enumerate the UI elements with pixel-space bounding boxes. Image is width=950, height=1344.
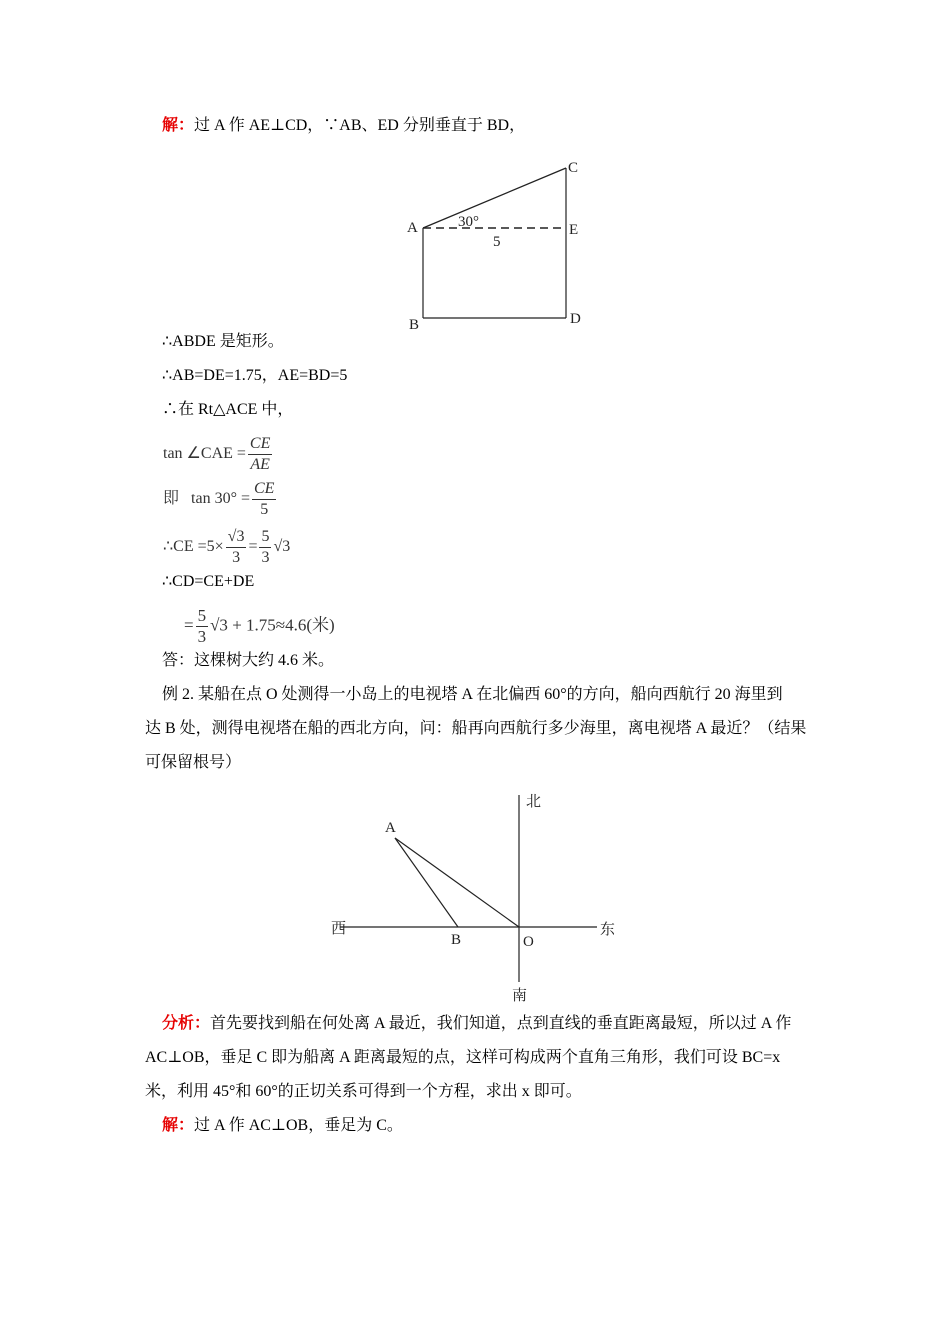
- solution2-line: [162, 1116, 403, 1136]
- label-a2: A: [385, 820, 396, 836]
- denominator: 5: [260, 501, 269, 518]
- denominator: 3: [261, 549, 270, 566]
- line-lengths: ∴AB=DE=1.75，AE=BD=5: [162, 367, 348, 384]
- eq-rest: + 1.75≈4.6(米): [232, 615, 335, 635]
- denominator: AE: [250, 456, 270, 473]
- equation-tan-cae: [163, 434, 274, 475]
- sqrt3: √3: [273, 538, 291, 556]
- equation-ce: [163, 527, 290, 568]
- numerator: 5: [197, 606, 207, 625]
- example2-line2: 达 B 处，测得电视塔在船的西北方向，问：船再向西航行多少海里，离电视塔 A 最近？（结果: [145, 720, 807, 737]
- label-south: 南: [512, 988, 528, 1004]
- eq-lhs: tan ∠CAE =: [163, 445, 246, 463]
- equals: =: [184, 615, 194, 635]
- analysis-text: 首先要找到船在何处离 A 最近，我们知道，点到直线的垂直距离最短，所以过 A 作: [210, 1015, 792, 1032]
- denominator: 3: [197, 627, 207, 646]
- solution-text: 过 A 作 AE⊥CD，∵AB、ED 分别垂直于 BD，: [194, 117, 526, 134]
- label-angle: 30°: [458, 214, 479, 230]
- solution-label: 解：: [162, 1117, 195, 1134]
- eq-lhs: ∴CE =5×: [163, 538, 224, 556]
- numerator: CE: [248, 434, 272, 455]
- answer-line: 答：这棵树大约 4.6 米。: [162, 652, 335, 669]
- solution-text: 过 A 作 AC⊥OB，垂足为 C。: [194, 1117, 403, 1134]
- analysis-label: 分析：: [162, 1015, 211, 1032]
- equals: =: [248, 538, 258, 556]
- equation-tan30: [163, 479, 278, 520]
- label-b2: B: [451, 932, 462, 948]
- label-c: C: [568, 160, 579, 176]
- ji-text: 即: [163, 490, 180, 508]
- label-d: D: [570, 311, 581, 327]
- solution-label: 解：: [162, 117, 195, 134]
- label-east: 东: [600, 922, 616, 938]
- sqrt3: √3: [210, 615, 228, 635]
- line-cd-sum: ∴CD=CE+DE: [162, 573, 255, 590]
- label-north: 北: [526, 794, 542, 810]
- label-a: A: [407, 220, 418, 236]
- line-ac: [423, 168, 566, 228]
- line-rectangle: ∴ABDE 是矩形。: [162, 333, 284, 350]
- line-ab2: [395, 838, 458, 927]
- label-b: B: [409, 317, 420, 333]
- equation-final: [184, 606, 335, 647]
- numerator: CE: [252, 479, 276, 500]
- line-ao: [395, 838, 519, 927]
- denominator: 3: [232, 549, 241, 566]
- analysis-line3: 米，利用 45°和 60°的正切关系可得到一个方程，求出 x 即可。: [145, 1083, 582, 1100]
- numerator: 5: [259, 527, 271, 548]
- analysis-line1: [162, 1014, 791, 1034]
- eq-lhs: tan 30° =: [191, 490, 250, 508]
- label-length: 5: [493, 234, 501, 250]
- label-west: 西: [331, 921, 347, 937]
- label-o: O: [523, 934, 534, 950]
- analysis-line2: AC⊥OB，垂足 C 即为船离 A 距离最短的点，这样可构成两个直角三角形，我们可设 BC=x: [145, 1049, 781, 1066]
- label-e: E: [569, 222, 579, 238]
- example2-line1: 例 2. 某船在点 O 处测得一小岛上的电视塔 A 在北偏西 60°的方向，船向西航行 20 海里到: [162, 686, 783, 703]
- numerator: √3: [226, 527, 247, 548]
- line-rt-triangle: ∴在 Rt△ACE 中，: [162, 401, 294, 418]
- example2-line3: 可保留根号）: [145, 754, 242, 771]
